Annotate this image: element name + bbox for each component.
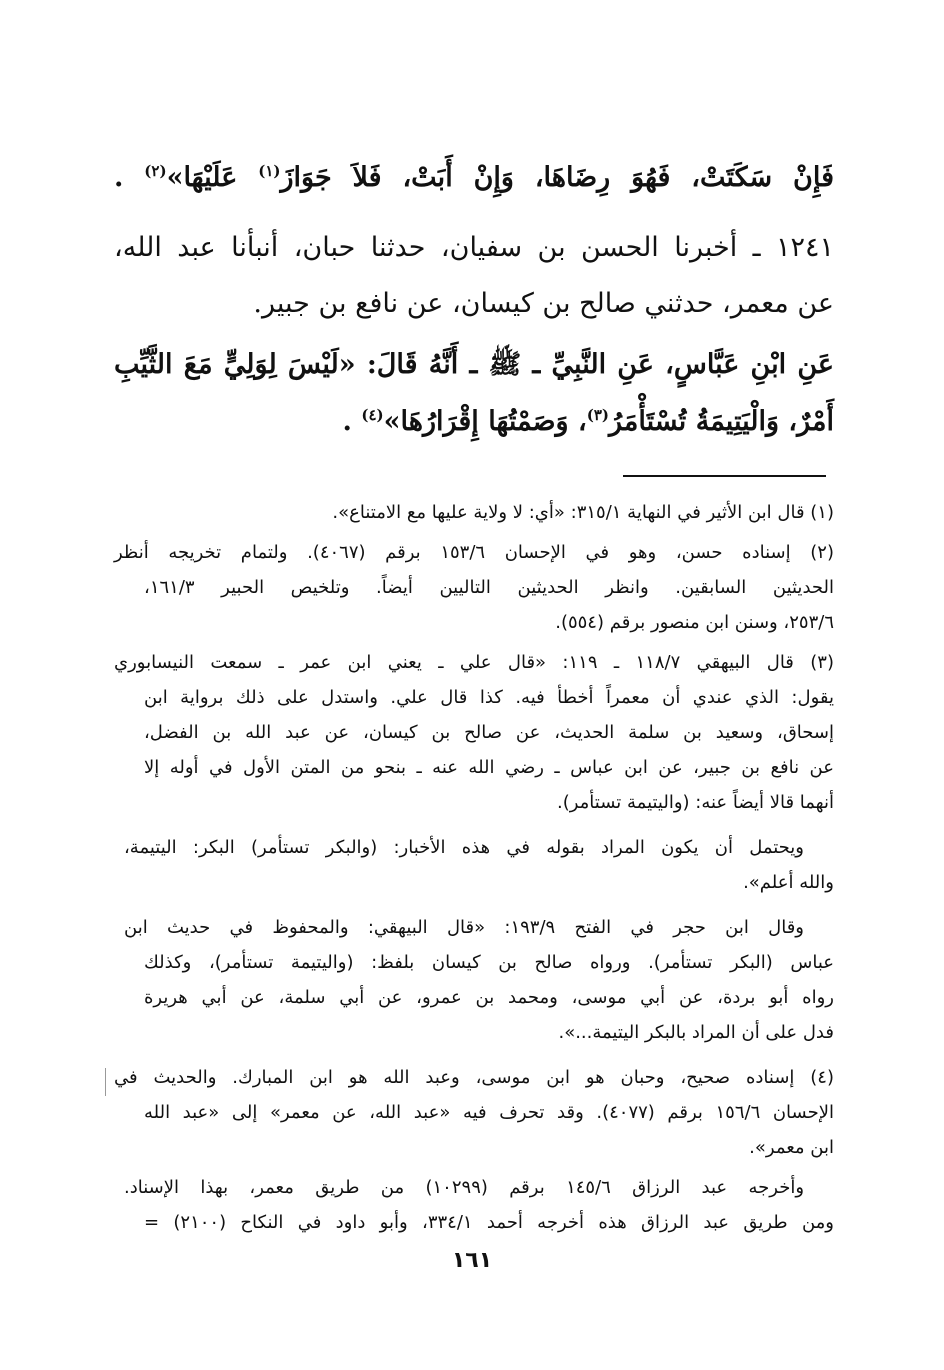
footnote-line: والله أعلم». — [743, 872, 834, 893]
footnote-ref: (٣) — [586, 406, 609, 424]
footnote-line: رواه أبو بردة، عن أبي موسى، ومحمد بن عمرو، عن أبي سلمة، عن أبي هريرة — [144, 987, 834, 1008]
footnote-line: الحديثين السابقين. وانظر الحديثين التاليين أيضاً. وتلخيص الحبير ١٦١/٣، — [144, 577, 834, 598]
main-text-line-1 — [114, 158, 834, 198]
main-text-line-3: عن معمر، حدثني صالح بن كيسان، عن نافع بن جبير. — [253, 288, 834, 319]
footnote-line: وقال ابن حجر في الفتح ١٩٣/٩: «قال البيهقي: والمحفوظ في حديث ابن — [124, 917, 804, 938]
footnote-ref: (٤) — [361, 406, 384, 424]
main-text-line-2: ١٢٤١ ـ أخبرنا الحسن بن سفيان، حدثنا حبان، أنبأنا عبد الله، — [114, 232, 834, 263]
footnote-line: أنهما قالا أيضاً عنه: (واليتيمة تستأمر). — [556, 792, 834, 813]
footnote-ref: (١) — [258, 162, 281, 180]
footnote-line: ابن معمر». — [749, 1137, 834, 1158]
footnote-line: فدل على أن المراد بالبكر اليتيمة...». — [558, 1022, 834, 1043]
main-text-fragment: . — [342, 406, 352, 437]
main-text-line-4: عَنِ ابْنِ عَبَّاسٍ، عَنِ النَّبِيِّ ـ ﷺ ـ أَنَّهُ قَالَ: «لَيْسَ لِوَلِيٍّ مَعَ الثَّيِّبِ — [114, 349, 834, 380]
footnote-line: إسحاق، وسعيد بن سلمة الحديث، عن صالح بن كيسان، عن عبد الله بن الفضل، — [144, 722, 834, 743]
footnote-line: (٢) إسناده حسن، وهو في الإحسان ١٥٣/٦ برقم (٤٠٦٧). ولتمام تخريجه أنظر — [114, 542, 834, 563]
footnote-line: وأخرجه عبد الرزاق ١٤٥/٦ برقم (١٠٢٩٩) من طريق معمر، بهذا الإسناد. — [124, 1177, 805, 1198]
main-text-line-5 — [114, 402, 834, 442]
main-text-fragment: . — [114, 162, 124, 193]
main-text-fragment: عَلَيْهَا» — [166, 162, 238, 193]
footnote-divider — [623, 475, 826, 477]
main-text-fragment: فَإِنْ سَكَتَتْ، فَهُوَ رِضَاهَا، وَإِنْ أَبَتْ، فَلاَ جَوَازَ — [280, 162, 835, 193]
main-text-fragment: ، وَصَمْتُهَا إِقْرَارُهَا» — [383, 406, 587, 437]
footnote-line: يقول: الذي عندي أن معمراً أخطأ فيه. كذا قال علي. واستدل على ذلك برواية ابن — [144, 687, 834, 708]
footnote-line: عن نافع بن جبير، عن ابن عباس ـ رضي الله عنه ـ بنحو من المتن الأول في أوله إلا — [144, 757, 834, 778]
footnote-line: (١) قال ابن الأثير في النهاية ٣١٥/١: «أي: لا ولاية عليها مع الامتناع». — [332, 502, 834, 523]
footnote-line: ومن طريق عبد الرزاق هذه أخرجه أحمد ٣٣٤/١، وأبو داود في النكاح (٢١٠٠) = — [144, 1212, 834, 1233]
footnote-line: ٢٥٣/٦، وسنن ابن منصور برقم (٥٥٤). — [555, 612, 834, 633]
footnote-line: (٣) قال البيهقي ١١٨/٧ ـ ١١٩: «قال علي ـ يعني ابن عمر ـ سمعت النيسابوري — [114, 652, 834, 673]
footnote-line: (٤) إسناده صحيح، وحبان هو ابن موسى، وعبد الله هو ابن المبارك. والحديث في — [114, 1067, 834, 1088]
margin-mark — [105, 1068, 106, 1096]
footnote-line: ويحتمل أن يكون المراد بقوله في هذه الأخبار: (والبكر تستأمر) البكر: اليتيمة، — [124, 837, 804, 858]
footnote-line: عباس (البكر تستأمر). ورواه صالح بن كيسان بلفظ: (واليتيمة تستأمر)، وكذلك — [144, 952, 834, 973]
main-text-fragment: أَمْرٌ، وَالْيَتِيمَةُ تُسْتَأْمَرُ — [608, 406, 834, 437]
page-number: ١٦١ — [451, 1248, 493, 1273]
footnote-ref: (٢) — [144, 162, 167, 180]
footnote-line: الإحسان ١٥٦/٦ برقم (٤٠٧٧). وقد تحرف فيه «عبد الله، عن معمر» إلى «عبد الله — [144, 1102, 834, 1123]
